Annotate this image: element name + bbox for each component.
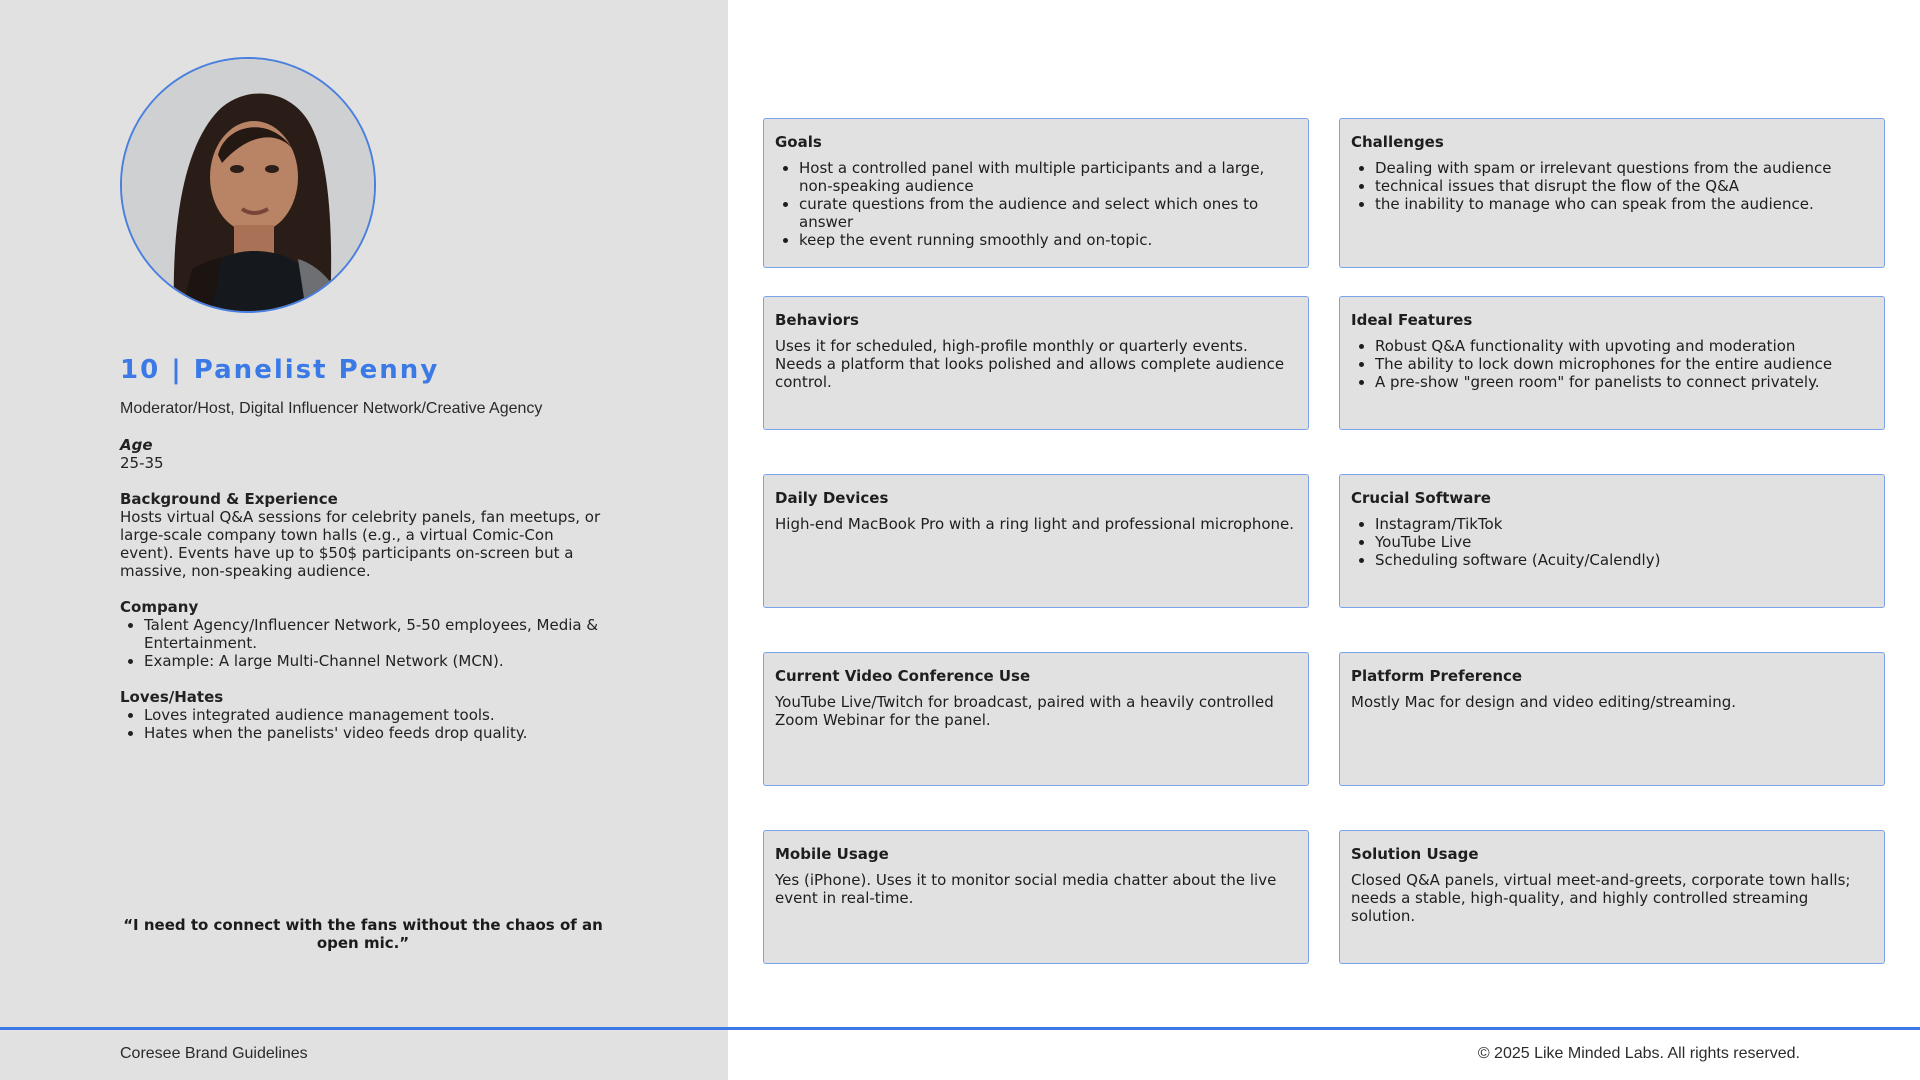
- footer-copyright: © 2025 Like Minded Labs. All rights reserved.: [1477, 1045, 1800, 1062]
- list-item: • Scheduling software (Acuity/Calendly): [1375, 551, 1872, 569]
- card-solution-usage: [1339, 830, 1885, 964]
- card-behaviors: [763, 296, 1309, 430]
- card-title: Platform Preference: [1351, 667, 1523, 685]
- persona-sidebar: [0, 0, 728, 1080]
- card-text: Uses it for scheduled, high-profile monthly or quarterly events. Needs a platform that looks polished and allows complete audience control.: [775, 337, 1285, 391]
- persona-avatar: [120, 57, 376, 313]
- card-goals: [763, 118, 1309, 268]
- list-item: • the inability to manage who can speak from the audience.: [1375, 195, 1872, 213]
- card-ideal-features: [1339, 296, 1885, 430]
- persona-details: [120, 436, 610, 760]
- list-item: • Instagram/TikTok: [1375, 515, 1872, 533]
- list-item: • Talent Agency/Influencer Network, 5-50 employees, Media & Entertainment.: [144, 616, 610, 652]
- card-title: Goals: [775, 133, 822, 151]
- age-label: Age: [120, 436, 153, 454]
- list-item: • Dealing with spam or irrelevant questions from the audience: [1375, 159, 1872, 177]
- loves-hates-section: [120, 688, 610, 742]
- list-item: • keep the event running smoothly and on-topic.: [799, 231, 1296, 249]
- card-video-conference: [763, 652, 1309, 786]
- background-label: Background & Experience: [120, 490, 338, 508]
- challenges-list: [1351, 159, 1872, 213]
- company-section: [120, 598, 610, 670]
- persona-cards-grid: [763, 118, 1887, 964]
- ideal-features-list: [1351, 337, 1872, 391]
- age-section: [120, 436, 610, 472]
- persona-quote: “I need to connect with the fans without the chaos of an open mic.”: [123, 916, 603, 952]
- age-value: 25-35: [120, 454, 164, 472]
- card-text: YouTube Live/Twitch for broadcast, paired with a heavily controlled Zoom Webinar for the panel.: [775, 693, 1274, 729]
- list-item: • Host a controlled panel with multiple participants and a large, non-speaking audience: [799, 159, 1296, 195]
- card-challenges: [1339, 118, 1885, 268]
- footer-divider: [0, 1027, 1920, 1030]
- list-item: • Robust Q&A functionality with upvoting and moderation: [1375, 337, 1872, 355]
- list-item: • technical issues that disrupt the flow of the Q&A: [1375, 177, 1872, 195]
- list-item: • Loves integrated audience management tools.: [144, 706, 610, 724]
- card-title: Ideal Features: [1351, 311, 1473, 329]
- loves-hates-list: [120, 706, 610, 742]
- background-text: Hosts virtual Q&A sessions for celebrity panels, fan meetups, or large-scale company town halls (e.g., a virtual Comic-Con event). Events have up to $50$ participants on-screen but a massive, non-speaking audience.: [120, 508, 601, 580]
- goals-list: [775, 159, 1296, 249]
- company-list: [120, 616, 610, 670]
- card-title: Behaviors: [775, 311, 859, 329]
- card-title: Challenges: [1351, 133, 1444, 151]
- card-text: Yes (iPhone). Uses it to monitor social media chatter about the live event in real-time.: [775, 871, 1277, 907]
- card-platform-preference: [1339, 652, 1885, 786]
- crucial-software-list: [1351, 515, 1872, 569]
- card-title: Mobile Usage: [775, 845, 889, 863]
- card-mobile-usage: [763, 830, 1309, 964]
- card-title: Daily Devices: [775, 489, 889, 507]
- background-section: [120, 490, 610, 580]
- list-item: • curate questions from the audience and select which ones to answer: [799, 195, 1296, 231]
- card-title: Solution Usage: [1351, 845, 1479, 863]
- list-item: • YouTube Live: [1375, 533, 1872, 551]
- card-title: Crucial Software: [1351, 489, 1491, 507]
- list-item: • The ability to lock down microphones for the entire audience: [1375, 355, 1872, 373]
- card-title: Current Video Conference Use: [775, 667, 1031, 685]
- card-text: Closed Q&A panels, virtual meet-and-greets, corporate town halls; needs a stable, high-quality, and highly controlled streaming solution.: [1351, 871, 1851, 925]
- loves-hates-label: Loves/Hates: [120, 688, 224, 706]
- card-crucial-software: [1339, 474, 1885, 608]
- card-text: High-end MacBook Pro with a ring light and professional microphone.: [775, 515, 1295, 533]
- company-label: Company: [120, 598, 199, 616]
- footer-brand-text: Coresee Brand Guidelines: [120, 1045, 308, 1062]
- list-item: • A pre-show "green room" for panelists to connect privately.: [1375, 373, 1872, 391]
- card-daily-devices: [763, 474, 1309, 608]
- list-item: • Hates when the panelists' video feeds drop quality.: [144, 724, 610, 742]
- persona-role: Moderator/Host, Digital Influencer Network/Creative Agency: [120, 400, 543, 417]
- persona-title: 10 | Panelist Penny: [120, 355, 440, 385]
- card-text: Mostly Mac for design and video editing/streaming.: [1351, 693, 1737, 711]
- avatar-portrait-image: [122, 59, 374, 311]
- list-item: • Example: A large Multi-Channel Network (MCN).: [144, 652, 610, 670]
